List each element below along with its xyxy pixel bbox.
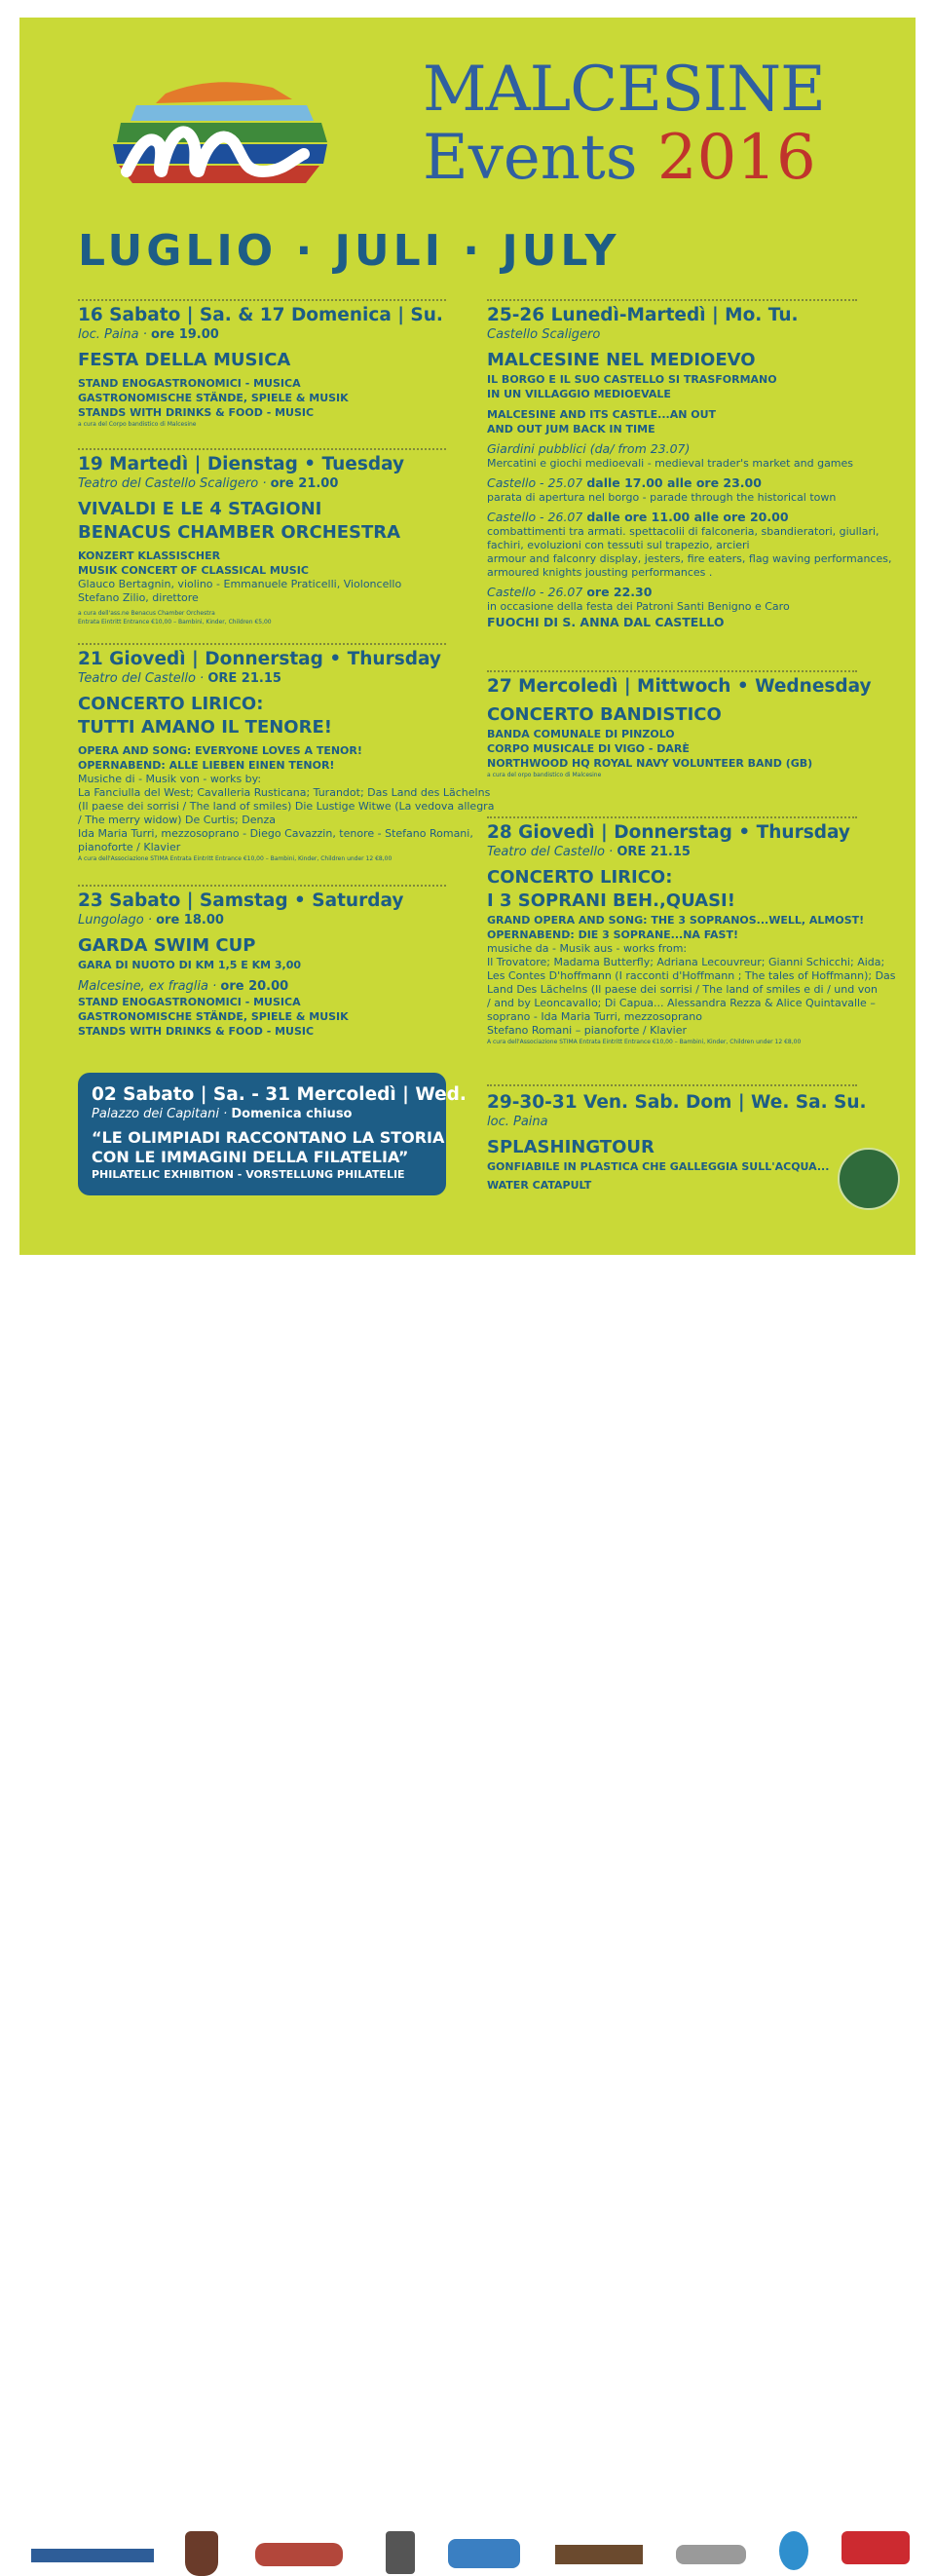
- event-title: BENACUS CHAMBER ORCHESTRA: [78, 522, 401, 543]
- event-line: OPERNABEND: ALLE LIEBEN EINEN TENOR!: [78, 759, 335, 772]
- event-credit: a cura del orpo bandistico di Malcesine: [487, 772, 602, 778]
- event-note: / and by Leoncavallo; Di Capua... Alessandra Rezza & Alice Quintavalle –: [487, 997, 876, 1009]
- brand-title: MALCESINE: [423, 54, 825, 126]
- location-name: Teatro del Castello: [78, 671, 196, 686]
- separator: [487, 299, 857, 301]
- event-credit: A cura dell'Associazione STIMA Entrata Eintritt Entrance €10,00 – Bambini, Kinder, Children under 12 €8,00: [487, 1039, 802, 1045]
- malcesine-small-logo-icon: [842, 2531, 910, 2564]
- event-line: GONFIABILE IN PLASTICA CHE GALLEGGIA SULL'ACQUA...: [487, 1160, 830, 1173]
- separator: [487, 816, 857, 818]
- location-name: Palazzo dei Capitani: [92, 1107, 219, 1121]
- sponsor-footer: [0, 1255, 935, 1347]
- event-title: “LE OLIMPIADI RACCONTANO LA STORIA: [92, 1128, 445, 1147]
- exhibition-box: [78, 1073, 467, 1195]
- event-line: STANDS WITH DRINKS & FOOD - MUSIC: [78, 1025, 315, 1038]
- event-note: Land Des Lächelns (Il paese dei sorrisi / The land of smiles e di / und von: [487, 983, 878, 996]
- sponsor-logo-icon: [255, 2543, 343, 2566]
- event-line: PHILATELIC EXHIBITION - VORSTELLUNG PHILATELIE: [92, 1168, 405, 1181]
- subheading-place: Castello - 25.07: [487, 475, 583, 490]
- event-line: BANDA COMUNALE DI PINZOLO: [487, 728, 675, 740]
- event-location: loc. Paina: [487, 1115, 548, 1129]
- event-date: 27 Mercoledì | Mittwoch • Wednesday: [487, 676, 872, 697]
- sponsor-logo-icon: [448, 2539, 520, 2568]
- event-date: 28 Giovedì | Donnerstag • Thursday: [487, 822, 850, 843]
- event-line: STAND ENOGASTRONOMICI - MUSICA: [78, 377, 301, 390]
- event-line: AND OUT JUM BACK IN TIME: [487, 423, 655, 436]
- event-poster: [19, 18, 916, 1255]
- event-note: fachiri, evoluzioni con tessuti sul trapezio, arcieri: [487, 539, 750, 551]
- separator: [78, 299, 446, 301]
- event-location: Palazzo dei Capitani · Domenica chiuso: [92, 1107, 353, 1121]
- event-credit: a cura del Corpo bandistico di Malcesine: [78, 421, 197, 428]
- subheading-place: Castello - 26.07: [487, 510, 583, 524]
- event-21: [78, 649, 494, 863]
- event-line: IL BORGO E IL SUO CASTELLO SI TRASFORMANO: [487, 373, 777, 386]
- event-line: NORTHWOOD HQ ROYAL NAVY VOLUNTEER BAND (GB): [487, 757, 813, 770]
- event-23: [78, 890, 403, 1039]
- event-note: soprano - Ida Maria Turri, mezzosoprano: [487, 1010, 702, 1023]
- malcesine-logo: [97, 74, 331, 201]
- event-location: Teatro del Castello · ORE 21.15: [487, 845, 691, 859]
- event-subheading: Giardini pubblici (da/ from 23.07): [487, 441, 691, 456]
- event-date: 16 Sabato | Sa. & 17 Domenica | Su.: [78, 305, 443, 325]
- event-time: ORE 21.15: [207, 671, 281, 686]
- event-title: CONCERTO LIRICO:: [487, 867, 673, 888]
- subheading-time: ore 22.30: [586, 585, 653, 599]
- sponsor-logo-icon: [31, 2549, 154, 2562]
- location-name: Malcesine, ex fraglia: [78, 979, 208, 994]
- location-name: Lungolago: [78, 913, 144, 928]
- event-date: 21 Giovedì | Donnerstag • Thursday: [78, 649, 441, 669]
- event-title: CONCERTO BANDISTICO: [487, 704, 722, 725]
- event-credit: a cura dell'ass.ne Benacus Chamber Orchestra: [78, 610, 215, 617]
- event-title: CON LE IMMAGINI DELLA FILATELIA”: [92, 1148, 409, 1166]
- event-title: GARDA SWIM CUP: [78, 935, 256, 956]
- event-line: WATER CATAPULT: [487, 1179, 592, 1192]
- event-title: FESTA DELLA MUSICA: [78, 350, 291, 370]
- event-date: 19 Martedì | Dienstag • Tuesday: [78, 454, 405, 474]
- event-date: 29-30-31 Ven. Sab. Dom | We. Sa. Su.: [487, 1092, 867, 1113]
- event-note: Domenica chiuso: [231, 1107, 353, 1121]
- month-title: LUGLIO · JULI · JULY: [78, 226, 620, 276]
- event-title: VIVALDI E LE 4 STAGIONI: [78, 499, 322, 519]
- event-subheading: [487, 584, 891, 600]
- event-time: ore 21.00: [270, 476, 339, 491]
- event-date: 23 Sabato | Samstag • Saturday: [78, 890, 404, 911]
- event-title: I 3 SOPRANI BEH.,QUASI!: [487, 890, 735, 911]
- event-date: 25-26 Lunedì-Martedì | Mo. Tu.: [487, 305, 799, 325]
- separator: [78, 643, 446, 645]
- event-time: ore 20.00: [220, 979, 289, 994]
- location-name: Teatro del Castello: [487, 845, 605, 859]
- event-location: Lungolago · ore 18.00: [78, 913, 224, 928]
- event-time: ore 19.00: [151, 327, 219, 342]
- event-credit: Entrata Eintritt Entrance €10,00 – Bambini, Kinder, Children €5,00: [78, 619, 272, 625]
- event-16: [78, 305, 443, 429]
- event-location: Teatro del Castello · ORE 21.15: [78, 671, 281, 686]
- separator: [487, 670, 857, 672]
- sponsor-logo-icon: [779, 2531, 808, 2570]
- event-note: La Fanciulla del West; Cavalleria Rusticana; Turandot; Das Land des Lächelns: [78, 786, 491, 799]
- event-note: armoured knights jousting performances .: [487, 566, 713, 579]
- event-note: in occasione della festa dei Patroni Santi Benigno e Caro: [487, 600, 790, 613]
- sponsor-logo-icon: [676, 2545, 746, 2564]
- separator: [78, 448, 446, 450]
- event-line: OPERA AND SONG: EVERYONE LOVES A TENOR!: [78, 744, 362, 757]
- event-line: GASTRONOMISCHE STÄNDE, SPIELE & MUSIK: [78, 392, 349, 404]
- coat-of-arms-icon: [185, 2531, 218, 2576]
- event-credit: A cura dell'Associazione STIMA Entrata Eintritt Entrance €10,00 – Bambini, Kinder, Children under 12 €8,00: [78, 855, 393, 862]
- event-line: GARA DI NUOTO DI KM 1,5 E KM 3,00: [78, 959, 302, 971]
- event-25: [487, 305, 891, 630]
- brand-subtitle: [423, 122, 816, 194]
- event-time: ore 18.00: [156, 913, 224, 928]
- seal-stamp-icon: [838, 1148, 900, 1210]
- event-line: IN UN VILLAGGIO MEDIOEVALE: [487, 388, 671, 400]
- event-date: 02 Sabato | Sa. - 31 Mercoledì | Wed.: [92, 1084, 467, 1105]
- separator: [78, 885, 446, 887]
- event-line: MALCESINE AND ITS CASTLE...AN OUT: [487, 408, 717, 421]
- event-note: / The merry widow) De Curtis; Denza: [78, 814, 276, 826]
- event-line: GRAND OPERA AND SONG: THE 3 SOPRANOS...WELL, ALMOST!: [487, 914, 865, 927]
- event-note: Mercatini e giochi medioevali - medieval trader's market and games: [487, 457, 854, 470]
- event-title: MALCESINE NEL MEDIOEVO: [487, 350, 756, 370]
- event-line: FUOCHI DI S. ANNA DAL CASTELLO: [487, 615, 725, 629]
- subheading-place: Castello - 26.07: [487, 585, 583, 599]
- event-location: Malcesine, ex fraglia · ore 20.00: [78, 979, 289, 994]
- event-note: musiche da - Musik aus - works from:: [487, 942, 688, 955]
- event-note: combattimenti tra armati. spettacolii di falconeria, sbandieratori, giullari,: [487, 525, 879, 538]
- event-title: SPLASHINGTOUR: [487, 1137, 654, 1157]
- brand-year: 2016: [656, 122, 816, 194]
- subheading-time: dalle 17.00 alle ore 23.00: [586, 475, 762, 490]
- separator: [487, 1084, 857, 1086]
- event-28: [487, 822, 896, 1046]
- event-title: TUTTI AMANO IL TENORE!: [78, 717, 332, 738]
- event-location: Teatro del Castello Scaligero · ore 21.00: [78, 476, 339, 491]
- event-note: armour and falconry display, jesters, fire eaters, flag waving performances,: [487, 552, 892, 565]
- event-subheading: [487, 474, 891, 491]
- location-name: Teatro del Castello Scaligero: [78, 476, 259, 491]
- event-note: (Il paese dei sorrisi / The land of smiles) Die Lustige Witwe (La vedova allegra: [78, 800, 495, 813]
- brand-events-word: Events: [423, 122, 638, 194]
- event-location: loc. Paina · ore 19.00: [78, 327, 219, 342]
- event-note: pianoforte / Klavier: [78, 841, 181, 853]
- event-line: CORPO MUSICALE DI VIGO - DARÈ: [487, 742, 690, 755]
- location-name: loc. Paina: [78, 327, 139, 342]
- event-note: Ida Maria Turri, mezzosoprano - Diego Cavazzin, tenore - Stefano Romani,: [78, 827, 473, 840]
- event-line: STANDS WITH DRINKS & FOOD - MUSIC: [78, 406, 315, 419]
- event-note: Glauco Bertagnin, violino - Emmanuele Praticelli, Violoncello: [78, 578, 402, 590]
- event-19: [78, 454, 404, 626]
- sponsor-logo-icon: [555, 2545, 643, 2564]
- event-title: CONCERTO LIRICO:: [78, 694, 264, 714]
- event-note: Stefano Zilio, direttore: [78, 591, 199, 604]
- subheading-time: dalle ore 11.00 alle ore 20.00: [586, 510, 789, 524]
- event-subheading: [487, 509, 891, 525]
- event-time: ORE 21.15: [617, 845, 691, 859]
- event-line: STAND ENOGASTRONOMICI - MUSICA: [78, 996, 301, 1008]
- event-line: MUSIK CONCERT OF CLASSICAL MUSIC: [78, 564, 309, 577]
- event-27: [487, 676, 872, 779]
- event-line: GASTRONOMISCHE STÄNDE, SPIELE & MUSIK: [78, 1010, 349, 1023]
- event-line: KONZERT KLASSISCHER: [78, 549, 221, 562]
- event-29: [487, 1092, 867, 1193]
- event-note: Les Contes D'hoffmann (I racconti d'Hoffmann ; The tales of Hoffmann); Das: [487, 969, 896, 982]
- event-note: parata di apertura nel borgo - parade through the historical town: [487, 491, 837, 504]
- shield-icon: [386, 2531, 415, 2574]
- event-02: [92, 1084, 467, 1182]
- event-note: Musiche di - Musik von - works by:: [78, 773, 262, 785]
- event-location: Castello Scaligero: [487, 327, 601, 342]
- event-note: Il Trovatore; Madama Butterfly; Adriana Lecouvreur; Gianni Schicchi; Aida;: [487, 956, 885, 968]
- event-note: Stefano Romani – pianoforte / Klavier: [487, 1024, 687, 1037]
- event-line: OPERNABEND: DIE 3 SOPRANE...NA FAST!: [487, 928, 738, 941]
